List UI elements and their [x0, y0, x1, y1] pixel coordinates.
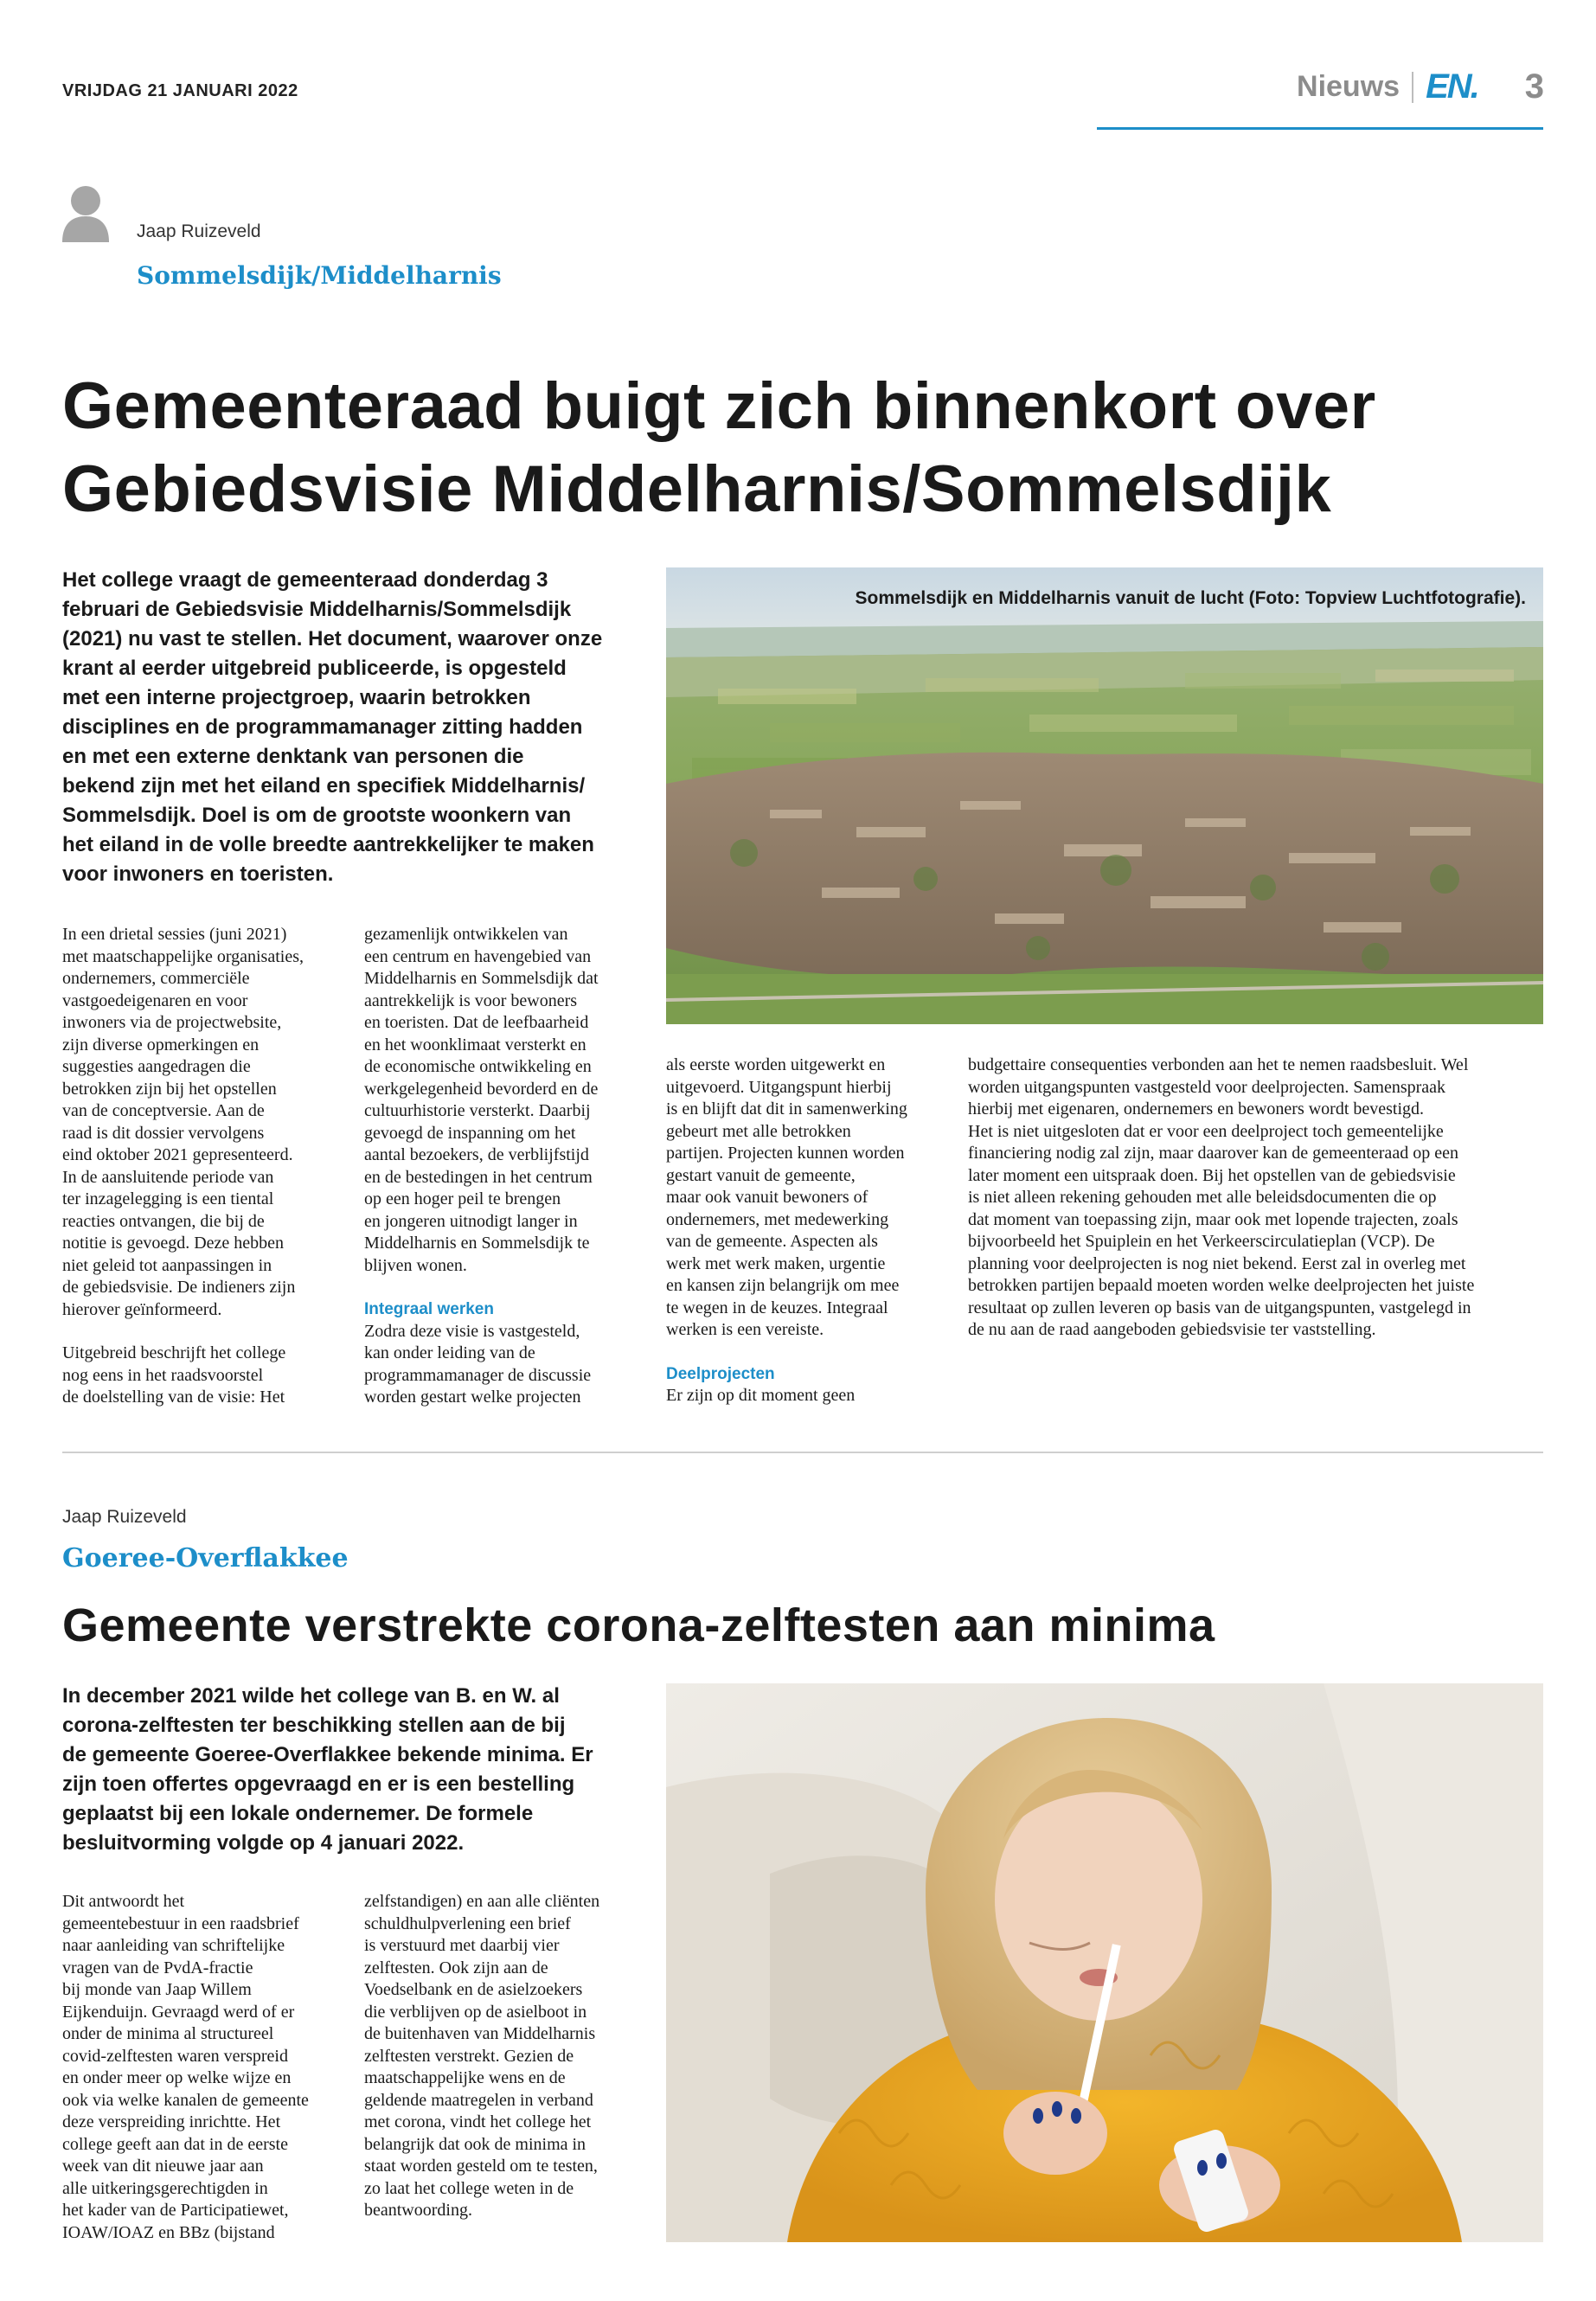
paragraph [364, 924, 650, 1277]
paragraph [666, 1385, 952, 1407]
text-line: blijven wonen. [364, 1255, 467, 1275]
text-line: is niet alleen rekening gehouden met alle beleidsdocumenten die op [968, 1188, 1437, 1207]
text-line: van de gemeente. Aspecten als [666, 1232, 878, 1251]
text-line: ook via welke kanalen de gemeente [62, 2090, 309, 2110]
text-line: notitie is gevoegd. Deze hebben [62, 1234, 285, 1253]
text-line: aantrekkelijk is voor bewoners [364, 990, 578, 1010]
text-line: corona-zelftesten ter beschikking stellen aan de bij [62, 1714, 566, 1737]
paragraph [364, 1891, 650, 2222]
text-line: uitgevoerd. Uitgangspunt hierbij [666, 1077, 892, 1097]
text-line: In de aansluitende periode van [62, 1167, 274, 1187]
section-header [1297, 67, 1544, 106]
article2-location: Goeree-Overflakkee [62, 1543, 349, 1574]
text-line: gevoegd de inspanning om het [364, 1123, 576, 1143]
text-line: zelftesten. Ook zijn aan de [364, 1958, 548, 1977]
text-line: de gemeente Goeree-Overflakkee bekende minima. Er [62, 1743, 593, 1766]
text-line: werkgelegenheid bevorderd en de [364, 1079, 599, 1099]
text-line: nog eens in het raadsvoorstel [62, 1365, 264, 1385]
text-line: zelfstandigen) en aan alle cliënten [364, 1892, 600, 1911]
text-line: die verblijven op de asielboot in [364, 2002, 587, 2022]
text-line: eind oktober 2021 gepresenteerd. [62, 1145, 293, 1164]
article2-author: Jaap Ruizeveld [62, 1507, 187, 1527]
selftest-photo [666, 1683, 1543, 2242]
text-line: In een drietal sessies (juni 2021) [62, 925, 287, 944]
subheading-deelprojecten: Deelprojecten [666, 1364, 775, 1383]
text-line: budgettaire consequenties verbonden aan het te nemen raadsbesluit. Wel [968, 1055, 1469, 1074]
text-line: hierover geïnformeerd. [62, 1299, 222, 1319]
article2-intro [62, 1682, 644, 1858]
text-line: op een hoger peil te brengen [364, 1189, 561, 1208]
text-line: februari de Gebiedsvisie Middelharnis/Sommelsdijk [62, 598, 572, 621]
paragraph [62, 1343, 348, 1409]
text-line: Sommelsdijk. Doel is om de grootste woonkern van [62, 804, 572, 827]
text-line: kan onder leiding van de [364, 1343, 535, 1362]
text-line: deze verspreiding inrichtte. Het [62, 2112, 281, 2131]
text-line: niet geleid tot aanpassingen in [62, 1255, 272, 1275]
text-line: de nu aan de raad aangeboden gebiedsvisie ter vaststelling. [968, 1320, 1376, 1339]
text-line: covid-zelftesten waren verspreid [62, 2046, 288, 2066]
text-line: financiering nodig zal zijn, maar daarover kan de gemeenteraad op een [968, 1144, 1458, 1163]
text-line: betrokken zijn bij het opstellen [62, 1079, 277, 1099]
paragraph [62, 924, 348, 1321]
text-line: besluitvorming volgde op 4 januari 2022. [62, 1831, 465, 1855]
text-line: (2021) nu vast te stellen. Het document, waarover onze [62, 627, 603, 651]
paragraph [968, 1054, 1543, 1342]
text-line: met een interne projectgroep, waarin betrokken [62, 686, 531, 709]
text-line: ondernemers, met medewerking [666, 1209, 889, 1229]
article1-author: Jaap Ruizeveld [137, 221, 261, 241]
text-line: werken is een vereiste. [666, 1320, 824, 1339]
text-line: Middelharnis en Sommelsdijk dat [364, 969, 599, 988]
header-separator [1412, 72, 1413, 103]
text-line: krant al eerder uitgebreid publiceerde, is opgesteld [62, 657, 567, 680]
text-line: werk met werk maken, urgentie [666, 1253, 886, 1273]
text-line: beantwoording. [364, 2201, 472, 2220]
text-line: en toeristen. Dat de leefbaarheid [364, 1013, 589, 1032]
text-line: planning voor deelprojecten is nog niet bekend. Eerst zal in overleg met [968, 1253, 1466, 1273]
text-line: de doelstelling van de visie: Het [62, 1388, 285, 1407]
text-line: en met een externe denktank van personen die [62, 745, 524, 768]
text-line: en kansen zijn belangrijk om mee [666, 1276, 900, 1295]
text-line: bijvoorbeeld het Spuiplein en het Verkeerscirculatieplan (VCP). De [968, 1232, 1435, 1251]
text-line: Uitgebreid beschrijft het college [62, 1343, 286, 1362]
paragraph [364, 1321, 650, 1409]
newspaper-logo: EN. [1426, 67, 1478, 106]
text-line: met corona, vindt het college het [364, 2112, 592, 2131]
text-line: een centrum en havengebied van [364, 946, 592, 966]
text-line: is verstuurd met daarbij vier [364, 1936, 560, 1955]
text-line: raad is dit dossier vervolgens [62, 1123, 265, 1143]
text-line: de gebiedsvisie. De indieners zijn [62, 1278, 296, 1297]
text-line: ter inzagelegging is een tiental [62, 1189, 274, 1208]
text-line: Voedselbank en de asielzoekers [364, 1980, 583, 1999]
text-line: dat moment van toepassing zijn, maar ook met lopende trajecten, zoals [968, 1209, 1458, 1229]
text-line: de buitenhaven van Middelharnis [364, 2024, 596, 2043]
text-line: betrokken partijen bepaald moeten worden welke deelprojecten het juiste [968, 1276, 1475, 1295]
text-line: het kader van de Participatiewet, [62, 2201, 289, 2220]
article1-headline [62, 365, 1533, 531]
article-divider [62, 1452, 1543, 1453]
text-line: hierbij met eigenaren, ondernemers en bewoners wordt bevestigd. [968, 1099, 1425, 1118]
header-rule [1097, 127, 1543, 130]
text-line: met maatschappelijke organisaties, [62, 946, 304, 966]
text-line: staat worden gesteld om te testen, [364, 2157, 598, 2176]
text-line: de economische ontwikkeling en [364, 1057, 592, 1076]
text-line: is en blijft dat dit in samenwerking [666, 1099, 907, 1118]
aerial-photo [666, 567, 1543, 1024]
text-line: zijn toen offertes opgevraagd en er is een bestelling [62, 1772, 575, 1796]
text-line: van de conceptversie. Aan de [62, 1101, 265, 1120]
text-line: en onder meer op welke wijze en [62, 2068, 292, 2087]
article1-column-2 [364, 924, 650, 1409]
text-line: disciplines en de programmamanager zitting hadden [62, 715, 583, 739]
text-line: vastgoedeigenaren en voor [62, 990, 248, 1010]
text-line: partijen. Projecten kunnen worden [666, 1144, 905, 1163]
text-line: en jongeren uitnodigt langer in [364, 1211, 578, 1231]
text-line: belangrijk dat ook de minima in [364, 2134, 586, 2154]
article2-column-1 [62, 1891, 348, 2244]
text-line: resultaat op zullen leveren op basis van de uitgangspunten, vastgelegd in [968, 1298, 1471, 1317]
text-line: het eiland in de volle breedte aantrekkelijker te maken [62, 833, 594, 856]
text-line: gezamenlijk ontwikkelen van [364, 925, 568, 944]
text-line: Het is niet uitgesloten dat er voor een deelproject toch gemeentelijke [968, 1121, 1444, 1141]
text-line: bij monde van Jaap Willem [62, 1980, 252, 1999]
text-line: te wegen in de keuzes. Integraal [666, 1298, 888, 1317]
woman-selftest-image [666, 1683, 1543, 2242]
text-line: IOAW/IOAZ en BBz (bijstand [62, 2222, 275, 2242]
text-line: zo laat het college weten in de [364, 2178, 574, 2198]
text-line: week van dit nieuwe jaar aan [62, 2157, 264, 2176]
text-line: schuldhulpverlening een brief [364, 1913, 571, 1933]
text-line: onder de minima al structureel [62, 2024, 274, 2043]
text-line: ondernemers, commerciële [62, 969, 250, 988]
text-line: programmamanager de discussie [364, 1365, 592, 1385]
headline-line: Gemeenteraad buigt zich binnenkort over [62, 369, 1376, 443]
text-line: cultuurhistorie versterkt. Daarbij [364, 1101, 591, 1120]
text-line: als eerste worden uitgewerkt en [666, 1055, 886, 1074]
article1-column-1 [62, 924, 348, 1409]
text-line: bekend zijn met het eiland en specifiek Middelharnis/ [62, 774, 586, 798]
text-line: inwoners via de projectwebsite, [62, 1013, 282, 1032]
text-line: geldende maatregelen in verband [364, 2090, 593, 2110]
paragraph [62, 1891, 348, 2244]
text-line: gestart vanuit de gemeente, [666, 1165, 856, 1185]
text-line: gemeentebestuur in een raadsbrief [62, 1913, 299, 1933]
text-line: aantal bezoekers, de verblijfstijd [364, 1145, 589, 1164]
text-line: college geeft aan dat in de eerste [62, 2134, 288, 2154]
paragraph [666, 1054, 952, 1342]
text-line: gebeurt met alle betrokken [666, 1121, 851, 1141]
article1-intro [62, 566, 644, 889]
text-line: maatschappelijke wens en de [364, 2068, 566, 2087]
text-line: alle uitkeringsgerechtigden in [62, 2178, 268, 2198]
text-line: Zodra deze visie is vastgesteld, [364, 1321, 580, 1341]
headline-line: Gebiedsvisie Middelharnis/Sommelsdijk [62, 452, 1332, 526]
text-line: Er zijn op dit moment geen [666, 1386, 856, 1405]
text-line: naar aanleiding van schriftelijke [62, 1936, 285, 1955]
text-line: zijn diverse opmerkingen en [62, 1035, 260, 1054]
article2-headline: Gemeente verstrekte corona-zelftesten aan minima [62, 1599, 1215, 1651]
article2-column-2 [364, 1891, 650, 2222]
text-line: zelftesten verstrekt. Gezien de [364, 2046, 574, 2066]
text-line: en het woonklimaat versterkt en [364, 1035, 586, 1054]
aerial-photo-image [666, 567, 1543, 1024]
author-avatar-icon [61, 183, 111, 242]
section-label: Nieuws [1297, 70, 1401, 103]
page-number: 3 [1524, 67, 1544, 106]
article1-location: Sommelsdijk/Middelharnis [137, 261, 502, 290]
text-line: voor inwoners en toeristen. [62, 862, 334, 886]
text-line: worden uitgangspunten vastgesteld voor deelprojecten. Samenspraak [968, 1077, 1446, 1097]
text-line: Eijkenduijn. Gevraagd werd of er [62, 2002, 295, 2022]
text-line: later moment een uitspraak doen. Bij het opstellen van de gebiedsvisie [968, 1165, 1456, 1185]
article1-column-4 [968, 1054, 1543, 1342]
text-line: maar ook vanuit bewoners of [666, 1188, 869, 1207]
text-line: geplaatst bij een lokale ondernemer. De formele [62, 1802, 534, 1825]
text-line: worden gestart welke projecten [364, 1388, 581, 1407]
text-line: reacties ontvangen, die bij de [62, 1211, 265, 1231]
text-line: en de bestedingen in het centrum [364, 1167, 593, 1187]
text-line: Het college vraagt de gemeenteraad donderdag 3 [62, 568, 548, 592]
subheading-integraal-werken: Integraal werken [364, 1300, 494, 1318]
text-line: Middelharnis en Sommelsdijk te [364, 1234, 590, 1253]
text-line: Dit antwoordt het [62, 1892, 185, 1911]
issue-date: VRIJDAG 21 JANUARI 2022 [62, 81, 298, 100]
article1-column-3 [666, 1054, 952, 1407]
text-line: suggesties aangedragen die [62, 1057, 251, 1076]
photo-caption: Sommelsdijk en Middelharnis vanuit de lucht (Foto: Topview Luchtfotografie). [855, 588, 1526, 608]
text-line: vragen van de PvdA-fractie [62, 1958, 253, 1977]
text-line: In december 2021 wilde het college van B. en W. al [62, 1684, 560, 1708]
